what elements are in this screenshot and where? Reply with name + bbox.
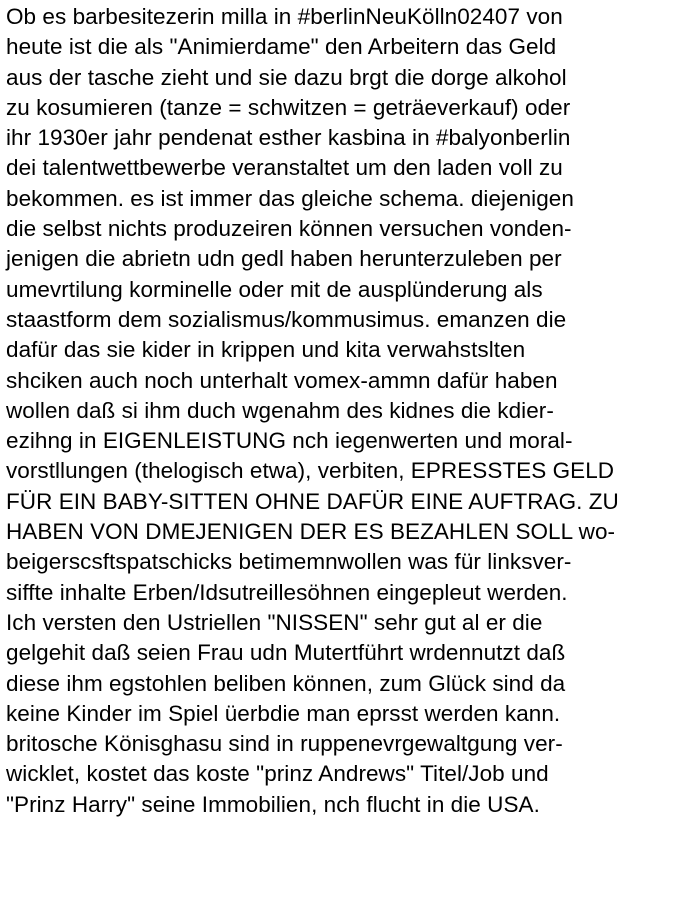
text-line: Ich versten den Ustriellen "NISSEN" sehr gut al er die bbox=[6, 609, 543, 635]
text-line: die selbst nichts produzeiren können versuchen vonden- bbox=[6, 216, 572, 242]
text-line: heute ist die als "Animierdame" den Arbeitern das Geld bbox=[6, 34, 557, 60]
text-line: siffte inhalte Erben/Idsutreillesöhnen eingepleut werden. bbox=[6, 579, 568, 605]
text-line: umevrtilung korminelle oder mit de ausplünderung als bbox=[6, 276, 543, 302]
text-line: zu kosumieren (tanze = schwitzen = geträeverkauf) oder bbox=[6, 94, 571, 120]
text-line: HABEN VON DMEJENIGEN DER ES BEZAHLEN SOLL wo- bbox=[6, 519, 616, 545]
text-line: wollen daß si ihm duch wgenahm des kidnes die kdier- bbox=[6, 397, 554, 423]
text-line: wicklet, kostet das koste "prinz Andrews" Titel/Job und bbox=[6, 761, 549, 787]
text-block bbox=[6, 2, 684, 820]
text-line: Ob es barbesitezerin milla in #berlinNeuKölln02407 von bbox=[6, 4, 563, 29]
text-line: bekommen. es ist immer das gleiche schema. diejenigen bbox=[6, 185, 574, 211]
text-line: ihr 1930er jahr pendenat esther kasbina in #balyonberlin bbox=[6, 125, 571, 151]
text-line: aus der tasche zieht und sie dazu brgt die dorge alkohol bbox=[6, 64, 567, 90]
text-line: staastform dem sozialismus/kommusimus. emanzen die bbox=[6, 306, 567, 332]
text-line: dafür das sie kider in krippen und kita verwahstslten bbox=[6, 337, 526, 363]
text-line: gelgehit daß seien Frau udn Mutertführt wrdennutzt daß bbox=[6, 640, 566, 666]
text-line: beigerscsftspatschicks betimemnwollen was für linksver- bbox=[6, 549, 572, 575]
text-line: jenigen die abrietn udn gedl haben herunterzuleben per bbox=[6, 246, 562, 272]
text-line: vorstllungen (thelogisch etwa), verbiten, EPRESSTES GELD bbox=[6, 458, 615, 484]
text-line: dei talentwettbewerbe veranstaltet um den laden voll zu bbox=[6, 155, 563, 181]
text-line: britosche Könisghasu sind in ruppenevrgewaltgung ver- bbox=[6, 731, 563, 757]
text-line: shciken auch noch unterhalt vomex-ammn dafür haben bbox=[6, 367, 558, 393]
text-line: FÜR EIN BABY-SITTEN OHNE DAFÜR EINE AUFTRAG. ZU bbox=[6, 488, 619, 514]
text-line: ezihng in EIGENLEISTUNG nch iegenwerten und moral- bbox=[6, 428, 573, 454]
text-line: diese ihm egstohlen beliben können, zum Glück sind da bbox=[6, 670, 566, 696]
text-line: keine Kinder im Spiel üerbdie man eprsst werden kann. bbox=[6, 700, 561, 726]
text-line: "Prinz Harry" seine Immobilien, nch flucht in die USA. bbox=[6, 791, 540, 817]
